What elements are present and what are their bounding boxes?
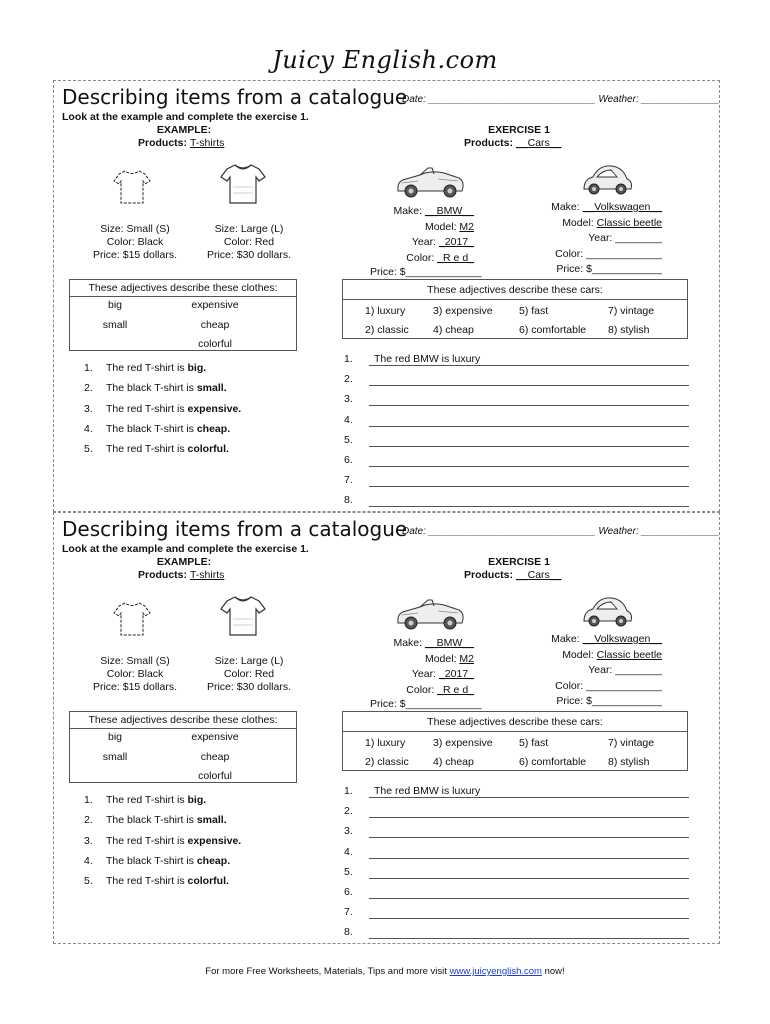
answer-line[interactable] [344, 926, 694, 946]
beetle-price [534, 694, 662, 710]
beetle-make [534, 632, 662, 648]
shirt-large-size: Size: Large (L) [214, 223, 284, 235]
answer-text[interactable] [369, 434, 689, 447]
answer-text[interactable] [369, 846, 689, 859]
exercise-products-value: __Cars__ [515, 569, 562, 581]
exercise-products-label: Products: [464, 569, 514, 581]
adjective: cheap [200, 319, 230, 331]
answer-number: 7. [344, 906, 353, 919]
list-item [84, 835, 241, 855]
spec-label: Model: [424, 652, 457, 665]
adjective: colorful [198, 338, 232, 350]
adjective: 8) stylish [608, 756, 650, 768]
answer-lines [344, 785, 694, 947]
shirt-large-color: Color: Red [223, 668, 275, 680]
bmw-make [354, 636, 474, 652]
answer-number: 4. [344, 845, 353, 858]
footer-link[interactable]: www.juicyenglish.com [449, 966, 542, 977]
beetle-car-icon [579, 591, 635, 631]
spec-label: Year: [411, 668, 437, 680]
footer [0, 966, 770, 977]
answer-number: 2. [344, 805, 353, 818]
spec-label: Year: [411, 236, 437, 248]
spec-value: ________ [615, 664, 662, 676]
shirt-small-color: Color: Black [106, 668, 164, 680]
item-number: 5. [84, 443, 93, 456]
bmw-make [354, 204, 474, 220]
item-adjective: cheap. [196, 854, 231, 867]
adjective: big [107, 299, 122, 311]
shirt-large-color: Color: Red [223, 236, 275, 248]
answer-line[interactable] [344, 454, 694, 474]
cars-box-heading: These adjectives describe these cars: [427, 284, 603, 296]
answer-number: 7. [344, 474, 353, 487]
item-number: 2. [84, 382, 93, 395]
example-sentences [84, 794, 241, 895]
item-adjective: big. [187, 794, 207, 806]
spec-label: Make: [393, 637, 423, 649]
beetle-year [534, 663, 662, 679]
shirt-large-price: Price: $30 dollars. [206, 249, 292, 261]
spec-value: M2 [459, 652, 474, 665]
spec-value: Classic beetle [596, 648, 662, 661]
item-adjective: small. [196, 382, 227, 395]
worksheet-title: Describing items from a catalogue [62, 85, 408, 109]
spec-value: ____________ [591, 263, 662, 275]
clothes-box-heading: These adjectives describe these clothes: [88, 714, 278, 726]
list-item [84, 794, 241, 814]
item-adjective: colorful. [187, 875, 229, 888]
answer-text[interactable] [369, 393, 689, 406]
list-item [84, 814, 241, 834]
divider [70, 728, 296, 729]
answer-number: 6. [344, 453, 353, 466]
answer-text[interactable] [369, 414, 689, 427]
item-text: The red T-shirt is [106, 362, 188, 374]
date-label: Date: [402, 94, 426, 105]
answer-line[interactable] [344, 474, 694, 494]
example-heading: EXAMPLE: [156, 556, 212, 568]
answer-line[interactable] [344, 825, 694, 845]
exercise-products-label: Products: [464, 137, 514, 149]
list-item [84, 403, 241, 423]
bmw-price [370, 698, 482, 710]
example-sentences [84, 362, 241, 463]
bmw-price [370, 266, 482, 278]
adjective: expensive [191, 299, 239, 311]
item-number: 4. [84, 854, 93, 867]
item-number: 3. [84, 834, 93, 847]
item-number: 2. [84, 814, 93, 827]
answer-text[interactable] [369, 866, 689, 879]
weather-blank: ______________ [641, 94, 720, 105]
t-shirt-icon [219, 593, 267, 639]
answer-line[interactable] [344, 373, 694, 393]
answer-line[interactable] [344, 906, 694, 926]
beetle-color [534, 679, 662, 695]
shirt-small-size: Size: Small (S) [100, 223, 170, 235]
adjective: cheap [200, 751, 230, 763]
shirt-large-price: Price: $30 dollars. [206, 681, 292, 693]
spec-value: __BMW__ [424, 637, 474, 649]
shirt-small-specs [80, 655, 190, 694]
bmw-year [354, 667, 474, 683]
beetle-year [534, 231, 662, 247]
item-adjective: expensive. [187, 402, 242, 415]
weather-blank: ______________ [641, 526, 720, 537]
spec-label: Make: [551, 633, 580, 645]
beetle-color [534, 247, 662, 263]
spec-label: Color: [406, 251, 435, 264]
answer-line[interactable] [344, 353, 694, 373]
list-item [84, 382, 241, 402]
answer-line[interactable] [344, 785, 694, 805]
spec-value: __Volkswagen__ [582, 201, 662, 213]
answer-text[interactable] [369, 494, 689, 507]
worksheet-section-1 [53, 80, 720, 512]
spec-value: M2 [459, 220, 474, 233]
shirt-small-color: Color: Black [106, 236, 164, 248]
answer-text[interactable] [369, 825, 689, 838]
spec-label: Price: $ [370, 266, 406, 278]
brand-title: Juicy English.com [272, 46, 498, 74]
weather-label: Weather: [598, 526, 639, 537]
answer-text[interactable] [369, 454, 689, 467]
spec-value: _____________ [405, 266, 482, 278]
spec-value: _R e d_ [437, 251, 474, 264]
beetle-model [534, 648, 662, 664]
item-text: The red T-shirt is [106, 875, 188, 888]
item-adjective: small. [196, 814, 227, 827]
bmw-specs [354, 636, 474, 698]
answer-number: 2. [344, 373, 353, 386]
instruction: Look at the example and complete the exercise 1. [62, 543, 309, 555]
exercise-products-value: __Cars__ [515, 137, 562, 149]
clothes-adjectives-box [69, 279, 297, 351]
spec-label: Make: [393, 205, 423, 217]
item-adjective: expensive. [187, 834, 242, 847]
spec-label: Price: $ [556, 695, 592, 707]
answer-number: 1. [344, 353, 353, 365]
beetle-price [534, 262, 662, 278]
item-number: 3. [84, 402, 93, 415]
spec-label: Model: [562, 216, 594, 229]
date-weather-line [402, 94, 719, 105]
answer-text[interactable] [369, 886, 689, 899]
spec-value: _2017_ [438, 668, 474, 680]
shirt-small-size: Size: Small (S) [100, 655, 170, 667]
spec-value: _____________ [586, 247, 662, 260]
instruction: Look at the example and complete the exercise 1. [62, 111, 309, 123]
date-blank: ______________________________ [428, 526, 596, 537]
item-number: 4. [84, 422, 93, 435]
date-weather-line [402, 526, 719, 537]
spec-label: Price: $ [370, 698, 406, 710]
item-text: The red T-shirt is [106, 402, 188, 415]
bmw-color [354, 683, 474, 699]
t-shirt-icon [112, 167, 152, 207]
answer-line[interactable] [344, 434, 694, 454]
spec-label: Model: [424, 220, 457, 233]
divider [343, 299, 687, 300]
example-products-value: T-shirts [189, 137, 225, 149]
adjective: colorful [198, 770, 232, 782]
bmw-year [354, 235, 474, 251]
spec-value: ________ [615, 232, 662, 244]
convertible-car-icon [394, 159, 466, 201]
answer-number: 5. [344, 865, 353, 878]
adjective: 2) classic [365, 756, 409, 768]
answer-lines [344, 353, 694, 515]
list-item [84, 443, 241, 463]
adjective: 7) vintage [608, 737, 655, 749]
divider [343, 731, 687, 732]
spec-label: Year: [588, 664, 613, 676]
spec-label: Color: [406, 683, 435, 696]
item-text: The black T-shirt is [106, 814, 197, 827]
answer-text[interactable] [369, 373, 689, 386]
footer-suffix: now! [541, 966, 565, 977]
t-shirt-icon [112, 599, 152, 639]
footer-text: For more Free Worksheets, Materials, Tips and more visit [205, 966, 450, 977]
adjective: 8) stylish [608, 324, 650, 336]
adjective: small [102, 751, 128, 763]
item-text: The red T-shirt is [106, 834, 188, 847]
answer-line[interactable] [344, 866, 694, 886]
adjective: 4) cheap [433, 324, 474, 336]
answer-line[interactable] [344, 393, 694, 413]
car-adjectives-box [342, 279, 688, 339]
spec-label: Year: [588, 232, 613, 244]
answer-text[interactable] [369, 805, 689, 818]
example-products-label: Products: [138, 569, 188, 581]
answer-number: 3. [344, 393, 353, 406]
item-adjective: big. [187, 362, 207, 374]
example-heading: EXAMPLE: [156, 124, 212, 136]
adjective: big [107, 731, 122, 743]
adjective: 3) expensive [433, 737, 493, 749]
answer-text[interactable] [369, 926, 689, 939]
weather-label: Weather: [598, 94, 639, 105]
beetle-make [534, 200, 662, 216]
adjective: 7) vintage [608, 305, 655, 317]
divider [70, 296, 296, 297]
item-text: The black T-shirt is [106, 422, 197, 435]
list-item [84, 362, 241, 382]
spec-label: Price: $ [556, 263, 592, 275]
answer-number: 3. [344, 825, 353, 838]
item-adjective: colorful. [187, 443, 229, 456]
answer-number: 6. [344, 885, 353, 898]
adjective: expensive [191, 731, 239, 743]
answer-number: 4. [344, 413, 353, 426]
spec-value: Classic beetle [596, 216, 662, 229]
answer-number: 8. [344, 926, 353, 939]
answer-text[interactable] [369, 474, 689, 487]
item-text: The red T-shirt is [106, 794, 188, 806]
spec-label: Model: [562, 648, 594, 661]
item-number: 1. [84, 362, 93, 374]
answer-line[interactable] [344, 846, 694, 866]
spec-value: _____________ [586, 679, 662, 692]
example-products-label: Products: [138, 137, 188, 149]
t-shirt-icon [219, 161, 267, 207]
answer-text[interactable]: The red BMW is luxury [369, 353, 689, 366]
answer-line[interactable] [344, 414, 694, 434]
exercise-products [464, 569, 561, 581]
item-number: 1. [84, 794, 93, 806]
exercise-heading: EXERCISE 1 [488, 556, 550, 568]
shirt-small-price: Price: $15 dollars. [92, 681, 178, 693]
bmw-specs [354, 204, 474, 266]
bmw-model [354, 652, 474, 668]
worksheet-section-2 [53, 512, 720, 944]
beetle-specs [534, 632, 662, 710]
shirt-small-price: Price: $15 dollars. [92, 249, 178, 261]
adjective: 6) comfortable [519, 324, 587, 336]
spec-value: ____________ [591, 695, 662, 707]
list-item [84, 423, 241, 443]
date-blank: ______________________________ [428, 94, 596, 105]
item-text: The red T-shirt is [106, 443, 188, 456]
exercise-heading: EXERCISE 1 [488, 124, 550, 136]
shirt-large-specs [194, 655, 304, 694]
spec-label: Color: [555, 247, 584, 260]
adjective: 4) cheap [433, 756, 474, 768]
answer-line[interactable] [344, 886, 694, 906]
shirt-large-size: Size: Large (L) [214, 655, 284, 667]
spec-label: Color: [555, 679, 584, 692]
adjective: 3) expensive [433, 305, 493, 317]
worksheet-title: Describing items from a catalogue [62, 517, 408, 541]
example-products [138, 569, 224, 581]
beetle-car-icon [579, 159, 635, 199]
clothes-adjectives-box [69, 711, 297, 783]
spec-value: __Volkswagen__ [582, 633, 662, 645]
answer-line[interactable] [344, 805, 694, 825]
example-products [138, 137, 224, 149]
adjective: 5) fast [519, 737, 549, 749]
exercise-products [464, 137, 561, 149]
clothes-box-heading: These adjectives describe these clothes: [88, 282, 278, 294]
answer-text[interactable] [369, 906, 689, 919]
item-adjective: cheap. [196, 422, 231, 435]
shirt-large-specs [194, 223, 304, 262]
spec-value: __BMW__ [424, 205, 474, 217]
adjective: 5) fast [519, 305, 549, 317]
adjective: 6) comfortable [519, 756, 587, 768]
beetle-model [534, 216, 662, 232]
answer-number: 1. [344, 785, 353, 797]
spec-value: _2017_ [438, 236, 474, 248]
answer-number: 5. [344, 433, 353, 446]
bmw-model [354, 220, 474, 236]
item-text: The black T-shirt is [106, 382, 197, 395]
spec-label: Make: [551, 201, 580, 213]
adjective: 1) luxury [365, 737, 406, 749]
adjective: 2) classic [365, 324, 409, 336]
answer-number: 8. [344, 494, 353, 507]
list-item [84, 875, 241, 895]
convertible-car-icon [394, 591, 466, 633]
adjective: 1) luxury [365, 305, 406, 317]
cars-box-heading: These adjectives describe these cars: [427, 716, 603, 728]
beetle-specs [534, 200, 662, 278]
adjective: small [102, 319, 128, 331]
spec-value: _R e d_ [437, 683, 474, 696]
answer-text[interactable]: The red BMW is luxury [369, 785, 689, 798]
item-number: 5. [84, 875, 93, 888]
car-adjectives-box [342, 711, 688, 771]
list-item [84, 855, 241, 875]
shirt-small-specs [80, 223, 190, 262]
item-text: The black T-shirt is [106, 854, 197, 867]
bmw-color [354, 251, 474, 267]
example-products-value: T-shirts [189, 569, 225, 581]
spec-value: _____________ [405, 698, 482, 710]
date-label: Date: [402, 526, 426, 537]
